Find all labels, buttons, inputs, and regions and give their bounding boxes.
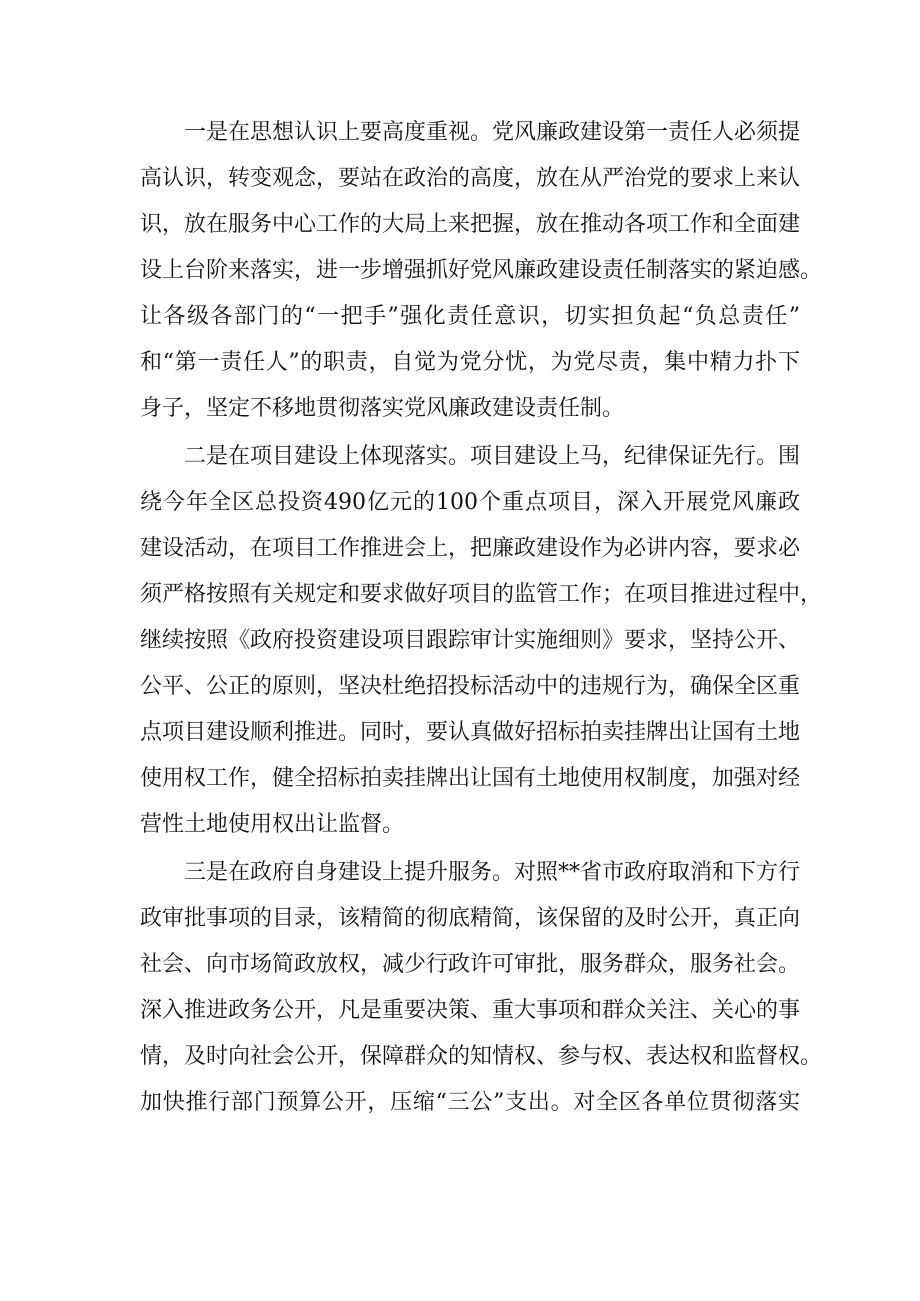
text-line: 和“第一责任人”的职责，自觉为党分忧，为党尽责，集中精力扑下 <box>140 350 800 375</box>
text-line: 情，及时向社会公开，保障群众的知情权、参与权、表达权和监督权。 <box>140 1044 823 1069</box>
paragraph-2 <box>140 434 823 848</box>
paragraph-3 <box>140 850 823 1126</box>
text-line: 营性土地使用权出让监督。 <box>140 812 405 837</box>
text-line: 深入推进政务公开，凡是重要决策、重大事项和群众关注、关心的事 <box>140 998 801 1023</box>
body-text <box>140 110 823 1126</box>
text-line: 社会、向市场简政放权，减少行政许可审批，服务群众，服务社会。 <box>140 952 801 977</box>
text-line: 一是在思想认识上要高度重视。党风廉政建设第一责任人必须提 <box>184 120 801 145</box>
text-line: 三是在政府自身建设上提升服务。对照**省市政府取消和下方行 <box>184 860 801 885</box>
text-line: 二是在项目建设上体现落实。项目建设上马，纪律保证先行。围 <box>184 444 801 469</box>
text-line: 点项目建设顺利推进。同时，要认真做好招标拍卖挂牌出让国有土地 <box>140 720 801 745</box>
text-line: 设上台阶来落实，进一步增强抓好党风廉政建设责任制落实的紧迫感。 <box>140 258 823 283</box>
text-line: 建设活动，在项目工作推进会上，把廉政建设作为必讲内容，要求必 <box>140 536 801 561</box>
text-line: 加快推行部门预算公开，压缩“三公”支出。对全区各单位贯彻落实 <box>140 1090 800 1115</box>
text-line: 须严格按照有关规定和要求做好项目的监管工作；在项目推进过程中， <box>140 582 823 607</box>
paragraph-1 <box>140 110 823 432</box>
text-line: 高认识，转变观念，要站在政治的高度，放在从严治党的要求上来认 <box>140 166 801 191</box>
text-line: 使用权工作，健全招标拍卖挂牌出让国有土地使用权制度，加强对经 <box>140 766 801 791</box>
text-line: 绕今年全区总投资490亿元的100个重点项目，深入开展党风廉政 <box>140 490 800 515</box>
text-line: 身子，坚定不移地贯彻落实党风廉政建设责任制。 <box>140 396 625 421</box>
text-line: 政审批事项的目录，该精简的彻底精简，该保留的及时公开，真正向 <box>140 906 801 931</box>
text-line: 继续按照《政府投资建设项目跟踪审计实施细则》要求，坚持公开、 <box>140 628 801 653</box>
text-line: 公平、公正的原则，坚决杜绝招投标活动中的违规行为，确保全区重 <box>140 674 801 699</box>
text-line: 识，放在服务中心工作的大局上来把握，放在推动各项工作和全面建 <box>140 212 801 237</box>
text-line: 让各级各部门的“一把手”强化责任意识，切实担负起“负总责任” <box>140 304 800 329</box>
